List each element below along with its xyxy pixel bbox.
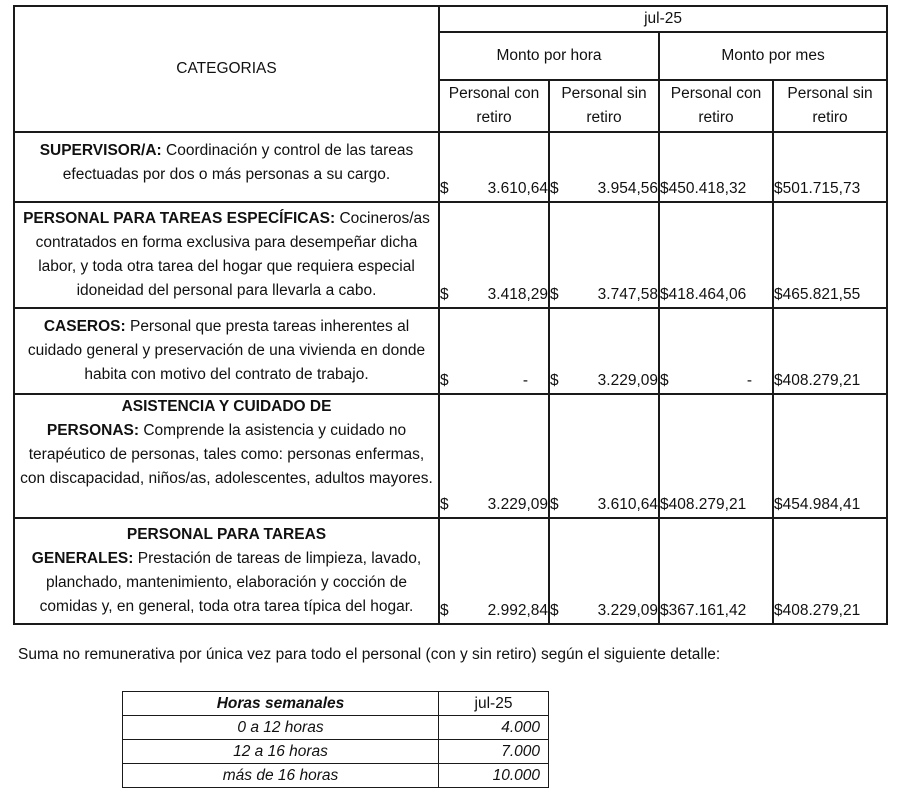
category-description: Comprende la asistencia y cuidado no terapéutico de personas, tales como: personas enfermas, con discapacidad, niños/as, adolescentes, adultos mayores. [20,422,433,487]
value-cell [773,308,887,394]
table-row [123,764,549,788]
currency-symbol: $ [660,372,669,389]
col-label-l2: retiro [476,109,512,126]
category-title: PERSONAL PARA TAREAS ESPECÍFICAS: [23,210,336,227]
bonus-table [122,691,549,788]
col-hour-con-retiro [439,80,549,132]
salary-table [13,5,888,625]
currency-symbol: $ [550,602,559,619]
amount: 3.610,64 [597,496,658,513]
col-label-l2: retiro [698,109,734,126]
table-row [14,132,887,202]
value-cell [439,202,549,308]
value-cell [549,202,659,308]
category-title: PERSONAL PARA TAREAS [126,526,327,543]
value-cell [659,132,773,202]
currency-symbol: $ [550,496,559,513]
amount: $418.464,06 [660,286,747,303]
non-remunerative-note: Suma no remunerativa por única vez para todo el personal (con y sin retiro) según el siguiente detalle: [18,646,721,663]
table-row [123,716,549,740]
amount: $450.418,32 [660,180,747,197]
table-row [14,518,887,624]
value-cell [659,394,773,518]
amount: 3.418,29 [487,286,548,303]
col-label-l1: Personal sin [787,85,873,102]
amount: 3.229,09 [597,372,658,389]
category-title: CASEROS: [43,318,126,335]
value-cell [439,518,549,624]
table-row [123,740,549,764]
currency-symbol: $ [440,496,449,513]
col-label-l1: Personal con [670,85,762,102]
amount: - [746,372,752,389]
value-cell [773,202,887,308]
monthly-group-header: Monto por mes [659,32,887,80]
category-title: SUPERVISOR/A: [39,142,162,159]
currency-symbol: $ [440,180,449,197]
category-cell [14,394,439,518]
categories-header: CATEGORIAS [14,6,439,132]
value-cell [773,132,887,202]
category-cell [14,518,439,624]
currency-symbol: $ [440,602,449,619]
col-label-l2: retiro [812,109,848,126]
amount: 3.610,64 [487,180,548,197]
bonus-amount: 10.000 [439,764,549,788]
bonus-amount: 4.000 [439,716,549,740]
hours-range: 0 a 12 horas [123,716,439,740]
amount: 3.229,09 [597,602,658,619]
amount: 3.229,09 [487,496,548,513]
category-description: Cocineros/as contratados en forma exclusiva para desempeñar dicha labor, y toda otra tarea del hogar que requiera especial idoneidad del personal para llevarla a cabo. [35,210,430,299]
amount: 3.747,58 [597,286,658,303]
currency-symbol: $ [440,286,449,303]
value-cell [549,132,659,202]
category-cell [14,202,439,308]
amount: $408.279,21 [660,496,747,513]
category-title: GENERALES: [31,550,134,567]
table-row [14,308,887,394]
hours-range: 12 a 16 horas [123,740,439,764]
amount: $408.279,21 [774,372,861,389]
value-cell [659,308,773,394]
col-hour-sin-retiro [549,80,659,132]
category-cell [14,308,439,394]
value-cell [773,518,887,624]
amount: $408.279,21 [774,602,861,619]
category-title: ASISTENCIA Y CUIDADO DE [121,398,332,415]
currency-symbol: $ [550,372,559,389]
amount: - [522,372,528,389]
value-cell [439,394,549,518]
amount: 2.992,84 [487,602,548,619]
category-title: PERSONAS: [46,422,140,439]
category-description: Coordinación y control de las tareas efectuadas por dos o más personas a su cargo. [62,142,414,183]
hours-range: más de 16 horas [123,764,439,788]
currency-symbol: $ [550,286,559,303]
category-description: Personal que presta tareas inherentes al cuidado general y preservación de una vivienda en donde habita con motivo del contrato de trabajo. [27,318,426,383]
value-cell [549,518,659,624]
amount: $454.984,41 [774,496,861,513]
currency-symbol: $ [440,372,449,389]
hourly-group-header: Monto por hora [439,32,659,80]
hours-header: Horas semanales [123,692,439,716]
col-label-l1: Personal con [448,85,540,102]
currency-symbol: $ [550,180,559,197]
value-cell [549,394,659,518]
category-cell [14,132,439,202]
value-cell [773,394,887,518]
amount: $501.715,73 [774,180,861,197]
table-row [14,394,887,518]
amount: $367.161,42 [660,602,747,619]
col-month-con-retiro [659,80,773,132]
value-cell [659,518,773,624]
value-cell [549,308,659,394]
amount: 3.954,56 [597,180,658,197]
bonus-amount: 7.000 [439,740,549,764]
col-label-l1: Personal sin [561,85,647,102]
period-header: jul-25 [439,6,887,32]
col-label-l2: retiro [586,109,622,126]
value-cell [659,202,773,308]
value-cell [439,132,549,202]
amount: $465.821,55 [774,286,861,303]
category-description: Prestación de tareas de limpieza, lavado, planchado, mantenimiento, elaboración y cocción de comidas y, en general, toda otra tarea típica del hogar. [39,550,422,615]
value-cell [439,308,549,394]
table-row [14,202,887,308]
col-month-sin-retiro [773,80,887,132]
bonus-period-header: jul-25 [439,692,549,716]
